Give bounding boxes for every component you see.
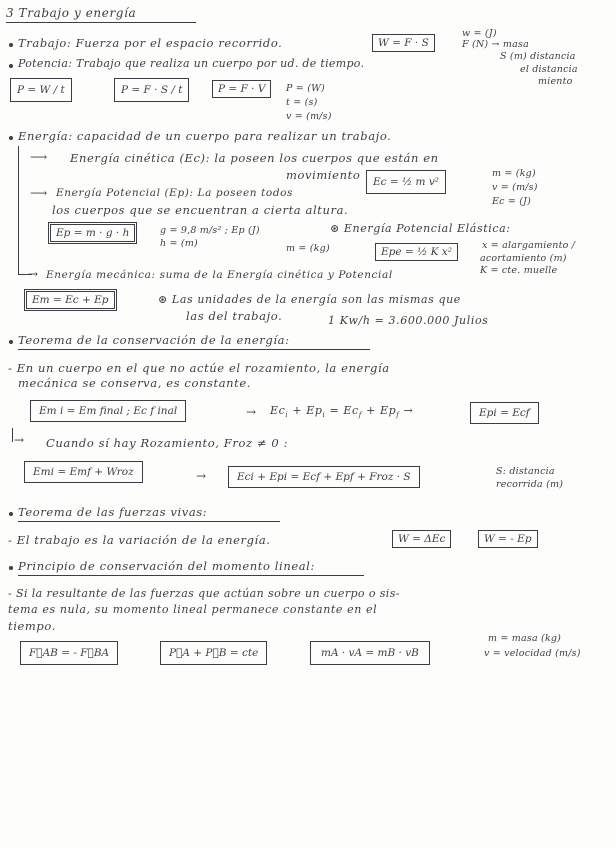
- elastica-label: ⊛ Energía Potencial Elástica:: [330, 222, 511, 235]
- epe-unit-k: K = cte. muelle: [480, 265, 558, 276]
- bullet: [9, 136, 13, 140]
- rozamiento-unit-s: S: distancia: [496, 466, 555, 477]
- arrow-icon: →: [14, 433, 25, 447]
- ec-formula: Ec = ½ m v²: [366, 170, 446, 194]
- momentum-formula-2: P⃗A + P⃗B = cte: [160, 641, 267, 665]
- kwh-conversion: 1 Kw/h = 3.600.000 Julios: [328, 314, 489, 327]
- bullet: [9, 340, 13, 344]
- em-conservation-expanded: $Ec_i + Ep_i = Ec_f + Ep_f$ →: [270, 404, 414, 420]
- work-energy-formula-1: W = ΔEc: [392, 530, 451, 548]
- potencia-formula-2: P = F · S / t: [114, 78, 189, 102]
- potencia-formula-3: P = F · V: [212, 80, 271, 98]
- trabajo-units-f: F (N) → masa: [462, 39, 529, 50]
- ec-unit-v: v = (m/s): [492, 182, 538, 193]
- potencia-side-note: el distancia: [520, 64, 578, 75]
- teorema-fuerzas-vivas-text: - El trabajo es la variación de la energía.: [8, 533, 271, 547]
- ep-unit-g: g = 9,8 m/s² ; Ep (J): [160, 225, 260, 236]
- trabajo-units-w: w = (J): [462, 28, 497, 39]
- potencia-side-note-2: miento: [538, 76, 573, 87]
- ep-unit-h: h = (m): [160, 238, 198, 249]
- epe-unit-acort: acortamiento (m): [480, 253, 567, 264]
- rozamiento-formula-1: Emi = Emf + Wroz: [24, 461, 143, 483]
- principio-momento-text-2: tema es nula, su momento lineal permanece constante en el: [8, 603, 378, 616]
- title-underline: [6, 22, 196, 23]
- bullet: [9, 566, 13, 570]
- heading-underline: [18, 575, 364, 576]
- teorema-fuerzas-vivas-heading: Teorema de las fuerzas vivas:: [18, 505, 208, 519]
- ep-formula: Ep = m · g · h: [48, 222, 137, 244]
- momentum-formula-1: F⃗AB = - F⃗BA: [20, 641, 118, 665]
- epe-formula: Epe = ½ K x²: [375, 243, 458, 261]
- em-units-note-2: las del trabajo.: [186, 309, 283, 323]
- teorema-conservacion-text-2: mecánica se conserva, es constante.: [18, 376, 252, 390]
- ec-unit-m: m = (kg): [492, 168, 536, 179]
- potencia-definition: Potencia: Trabajo que realiza un cuerpo por ud. de tiempo.: [18, 57, 365, 70]
- tree-line: [12, 428, 13, 442]
- potencia-unit-t: t = (s): [286, 97, 318, 108]
- principio-momento-text-3: tiempo.: [8, 619, 56, 633]
- heading-underline: [18, 521, 280, 522]
- energia-potencial-label: Energía Potencial (Ep): La poseen todos: [56, 187, 294, 199]
- em-units-note: ⊛ Las unidades de la energía son las mismas que: [158, 293, 461, 306]
- arrow-icon: ⟶: [30, 186, 48, 200]
- bullet: [9, 43, 13, 47]
- potencia-unit-p: P = (W): [286, 83, 325, 94]
- momentum-unit-v: v = velocidad (m/s): [484, 648, 581, 659]
- principio-momento-heading: Principio de conservación del momento lineal:: [18, 559, 315, 573]
- principio-momento-text: - Si la resultante de las fuerzas que actúan sobre un cuerpo o sis-: [8, 587, 400, 600]
- page-title: 3 Trabajo y energía: [6, 6, 137, 20]
- tree-line: [18, 146, 19, 274]
- arrow-icon: →: [196, 469, 207, 483]
- energia-potencial-label-2: los cuerpos que se encuentran a cierta altura.: [52, 203, 349, 217]
- rozamiento-label: Cuando sí hay Rozamiento, Froz ≠ 0 :: [46, 436, 289, 450]
- trabajo-units-s: S (m) distancia: [500, 51, 576, 62]
- potencia-formula-1: P = W / t: [10, 78, 72, 102]
- arrow-icon: ⟶: [30, 150, 48, 164]
- momentum-unit-m: m = masa (kg): [488, 633, 562, 644]
- trabajo-definition: Trabajo: Fuerza por el espacio recorrido.: [18, 36, 283, 50]
- rozamiento-formula-2: Eci + Epi = Ecf + Epf + Froz · S: [228, 466, 420, 488]
- potencia-unit-v: v = (m/s): [286, 111, 332, 122]
- em-formula: Em = Ec + Ep: [24, 289, 117, 311]
- rozamiento-unit-s-2: recorrida (m): [496, 479, 564, 490]
- bullet: [9, 64, 13, 68]
- em-conservation-box: Em i = Em final ; Ec f inal: [30, 400, 186, 422]
- teorema-conservacion-text: - En un cuerpo en el que no actúe el rozamiento, la energía: [8, 361, 390, 375]
- trabajo-formula: W = F · S: [372, 34, 435, 52]
- heading-underline: [18, 349, 370, 350]
- work-energy-formula-2: W = - Ep: [478, 530, 538, 548]
- energia-mecanica-label: Energía mecánica: suma de la Energía cinética y Potencial: [46, 269, 393, 281]
- momentum-formula-3: mA · vA = mB · vB: [310, 641, 430, 665]
- bullet: [9, 512, 13, 516]
- epe-unit-x: x = alargamiento /: [482, 240, 576, 251]
- arrow-icon: →: [246, 405, 257, 419]
- ec-unit-ec: Ec = (J): [492, 196, 532, 207]
- ep-unit-m: m = (kg): [286, 243, 330, 254]
- energia-cinetica-label: Energía cinética (Ec): la poseen los cuerpos que están en: [70, 151, 439, 165]
- arrow-icon: →: [28, 267, 39, 281]
- epi-ecf-box: Epi = Ecf: [470, 402, 539, 424]
- energia-definition: Energía: capacidad de un cuerpo para realizar un trabajo.: [18, 129, 392, 143]
- energia-cinetica-label-2: movimiento: [286, 168, 361, 182]
- teorema-conservacion-heading: Teorema de la conservación de la energía:: [18, 333, 290, 347]
